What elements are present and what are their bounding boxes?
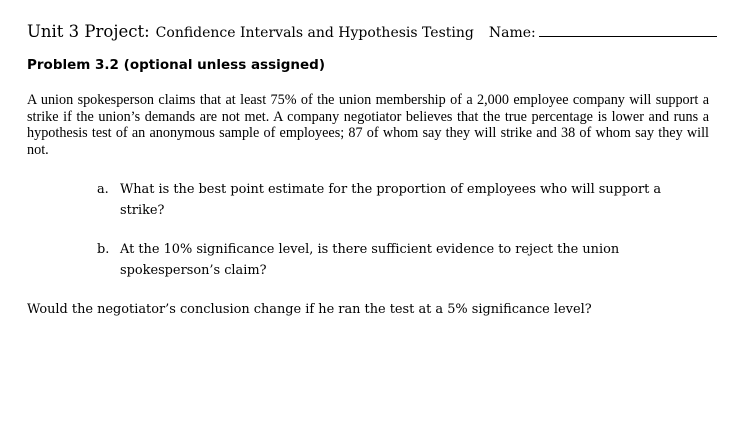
final-question: Would the negotiator’s conclusion change if he ran the test at a 5% significance level?: [27, 302, 592, 317]
problem-statement: A union spokesperson claims that at least 75% of the union membership of a 2,000 employee company will support a strike if the union’s demands are not met. A company negotiator believes that the true percentage is lower and runs a hypothesis test of an anonymous sample of employees; 87 of whom say they will strike and 38 of whom say they will not.: [27, 92, 709, 159]
name-blank-line: [539, 35, 717, 37]
question-b: [97, 239, 697, 281]
question-text: What is the best point estimate for the proportion of employees who will support a strike?: [120, 182, 662, 218]
question-a: [97, 179, 697, 221]
page-header: [27, 22, 717, 41]
problem-title: Problem 3.2 (optional unless assigned): [27, 57, 326, 73]
name-label: Name:: [488, 25, 536, 41]
question-marker: b.: [97, 242, 110, 257]
unit-title: Confidence Intervals and Hypothesis Testing: [155, 25, 474, 41]
question-text: At the 10% significance level, is there sufficient evidence to reject the union spokesperson’s claim?: [120, 242, 620, 278]
question-marker: a.: [97, 182, 109, 197]
unit-label: Unit 3 Project:: [27, 22, 150, 41]
